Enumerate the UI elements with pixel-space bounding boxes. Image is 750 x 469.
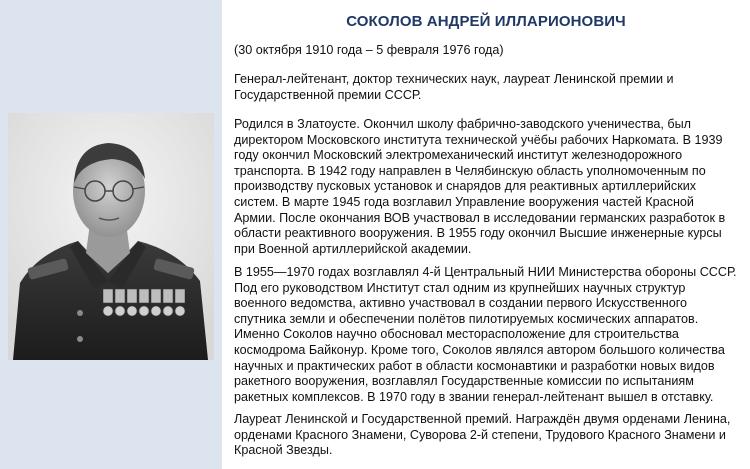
portrait-photo (8, 113, 214, 360)
bio-paragraph-1: Родился в Златоусте. Окончил школу фабрично-заводского ученичества, был директором Московского института технической учёбы рабочих Наркомата. В 1939 году окончил Московский электромеханический институт железнодорожного транспорта. В 1942 году направлен в Челябинскую область уполномоченным по производству пусковых установок и снарядов для реактивных артиллерийских систем. В марте 1945 года возглавил Управление вооружения частей Красной Армии. После окончания ВОВ участвовал в исследовании германских разработок в области реактивного вооружения. В 1955 году окончил Высшие инженерные курсы при Военной артиллерийской академии. (234, 117, 726, 256)
left-sidebar-panel (0, 0, 222, 469)
bio-intro: Генерал-лейтенант, доктор технических наук, лауреат Ленинской премии и Государственной премии СССР. (234, 72, 674, 102)
life-dates: (30 октября 1910 года – 5 февраля 1976 года) (234, 43, 504, 57)
bio-paragraph-3: Лауреат Ленинской и Государственной премий. Награждён двумя орденами Ленина, орденами Красного Знамени, Суворова 2-й степени, Трудового Красного Знамени и Красной Звезды. (234, 412, 731, 458)
portrait-image (8, 113, 214, 360)
page-title: СОКОЛОВ АНДРЕЙ ИЛЛАРИОНОВИЧ (346, 13, 626, 30)
bio-paragraph-2: В 1955—1970 годах возглавлял 4-й Центральный НИИ Министерства обороны СССР. Под его руководством Институт стал одним из крупнейших научных структур военного ведомства, активно участвовал в создании первого Искусственного спутника земли и обеспечении полётов пилотируемых космических аппаратов. Именно Соколов научно обосновал месторасположение для строительства космодрома Байконур. Кроме того, Соколов являлся автором большого количества научных и практических работ в области космонавтики и разработки новых видов ракетного вооружения, возглавлял Государственные комиссии по испытаниям ракетных комплексов. В 1970 году в звании генерал-лейтенант вышел в отставку. (234, 265, 737, 404)
